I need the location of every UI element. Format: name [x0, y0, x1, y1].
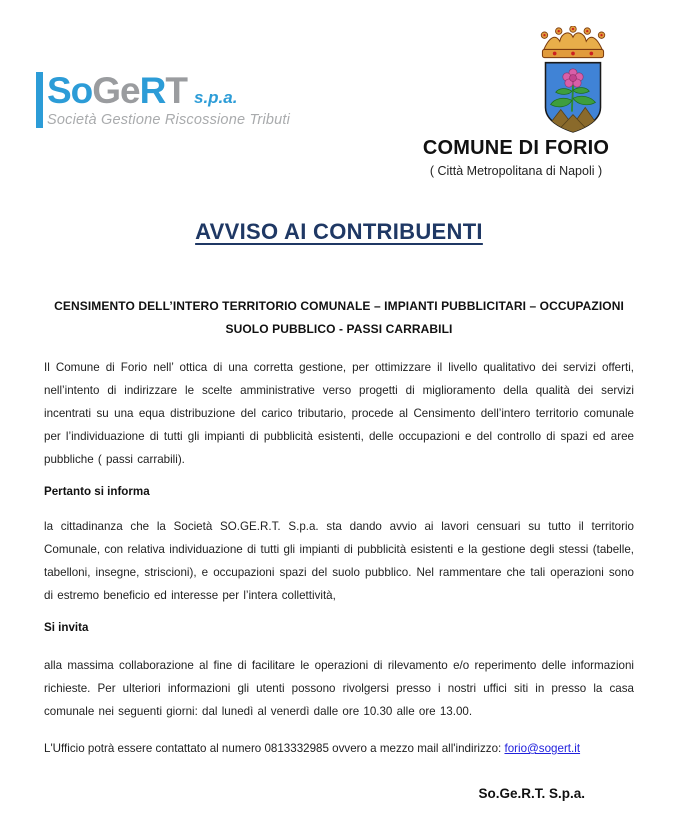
logo-t: T [165, 70, 187, 111]
contact-line [44, 737, 634, 760]
informa-subheading: Pertanto si informa [44, 485, 150, 498]
paragraph-intro: Il Comune di Forio nell’ ottica di una corretta gestione, per ottimizzare il livello qualitativo dei servizi offerti, nell’intento di indirizzare le scelte amministrative verso progetti di miglioramento della qualità dei servizi incentrati su una equa distribuzione del carico tributario, procede al Censimento dell’intero territorio comunale per l’individuazione di tutti gli impianti di pubblicità esistenti, delle occupazioni e del controllo di spazi ed aree pubbliche ( passi carrabili). [44, 361, 634, 466]
logo-ge: Ge [92, 70, 140, 111]
contact-text: L'Ufficio potrà essere contattato al numero 0813332985 ovvero a mezzo mail all'indirizzo: [44, 742, 505, 755]
municipality-subtitle: ( Città Metropolitana di Napoli ) [429, 164, 603, 178]
logo-tagline: Società Gestione Riscossione Tributi [47, 112, 291, 128]
logo-spa-suffix: s.p.a. [193, 88, 238, 107]
document-body [44, 0, 634, 801]
census-heading: CENSIMENTO DELL’INTERO TERRITORIO COMUNALE – IMPIANTI PUBBLICITARI – OCCUPAZIONI SUOLO PUBBLICO - PASSI CARRABILI [54, 299, 624, 336]
invita-subheading: Si invita [44, 621, 89, 634]
logo-accent-bar [36, 72, 43, 128]
email-link[interactable]: forio@sogert.it [504, 742, 581, 755]
notice-title: AVVISO AI CONTRIBUENTI [195, 219, 483, 244]
paragraph-collaboration: alla massima collaborazione al fine di facilitare le operazioni di rilevamento e/o reperimento delle informazioni richieste. Per ulteriori informazioni gli utenti possono rivolgersi presso i nostri uffici siti in presso la casa comunale nei seguenti giorni: dal lunedì al venerdì dalle ore 10.30 alle ore 13.00. [44, 659, 634, 718]
logo-so: So [47, 70, 93, 111]
logo-r: R [139, 70, 166, 111]
municipality-name: COMUNE DI FORIO [422, 137, 610, 159]
paragraph-census: la cittadinanza che la Società SO.GE.R.T. S.p.a. sta dando avvio ai lavori censuari su tutto il territorio Comunale, con relativa individuazione di tutti gli impianti di pubblicità esistenti e la gestione degli stessi (tabelle, tabelloni, insegne, striscioni), e occupazioni spazi del suolo pubblico. Nel rammentare che tali operazioni sono di estremo beneficio ed interesse per l’intera collettività, [44, 520, 634, 602]
signature: So.Ge.R.T. S.p.a. [478, 786, 585, 801]
